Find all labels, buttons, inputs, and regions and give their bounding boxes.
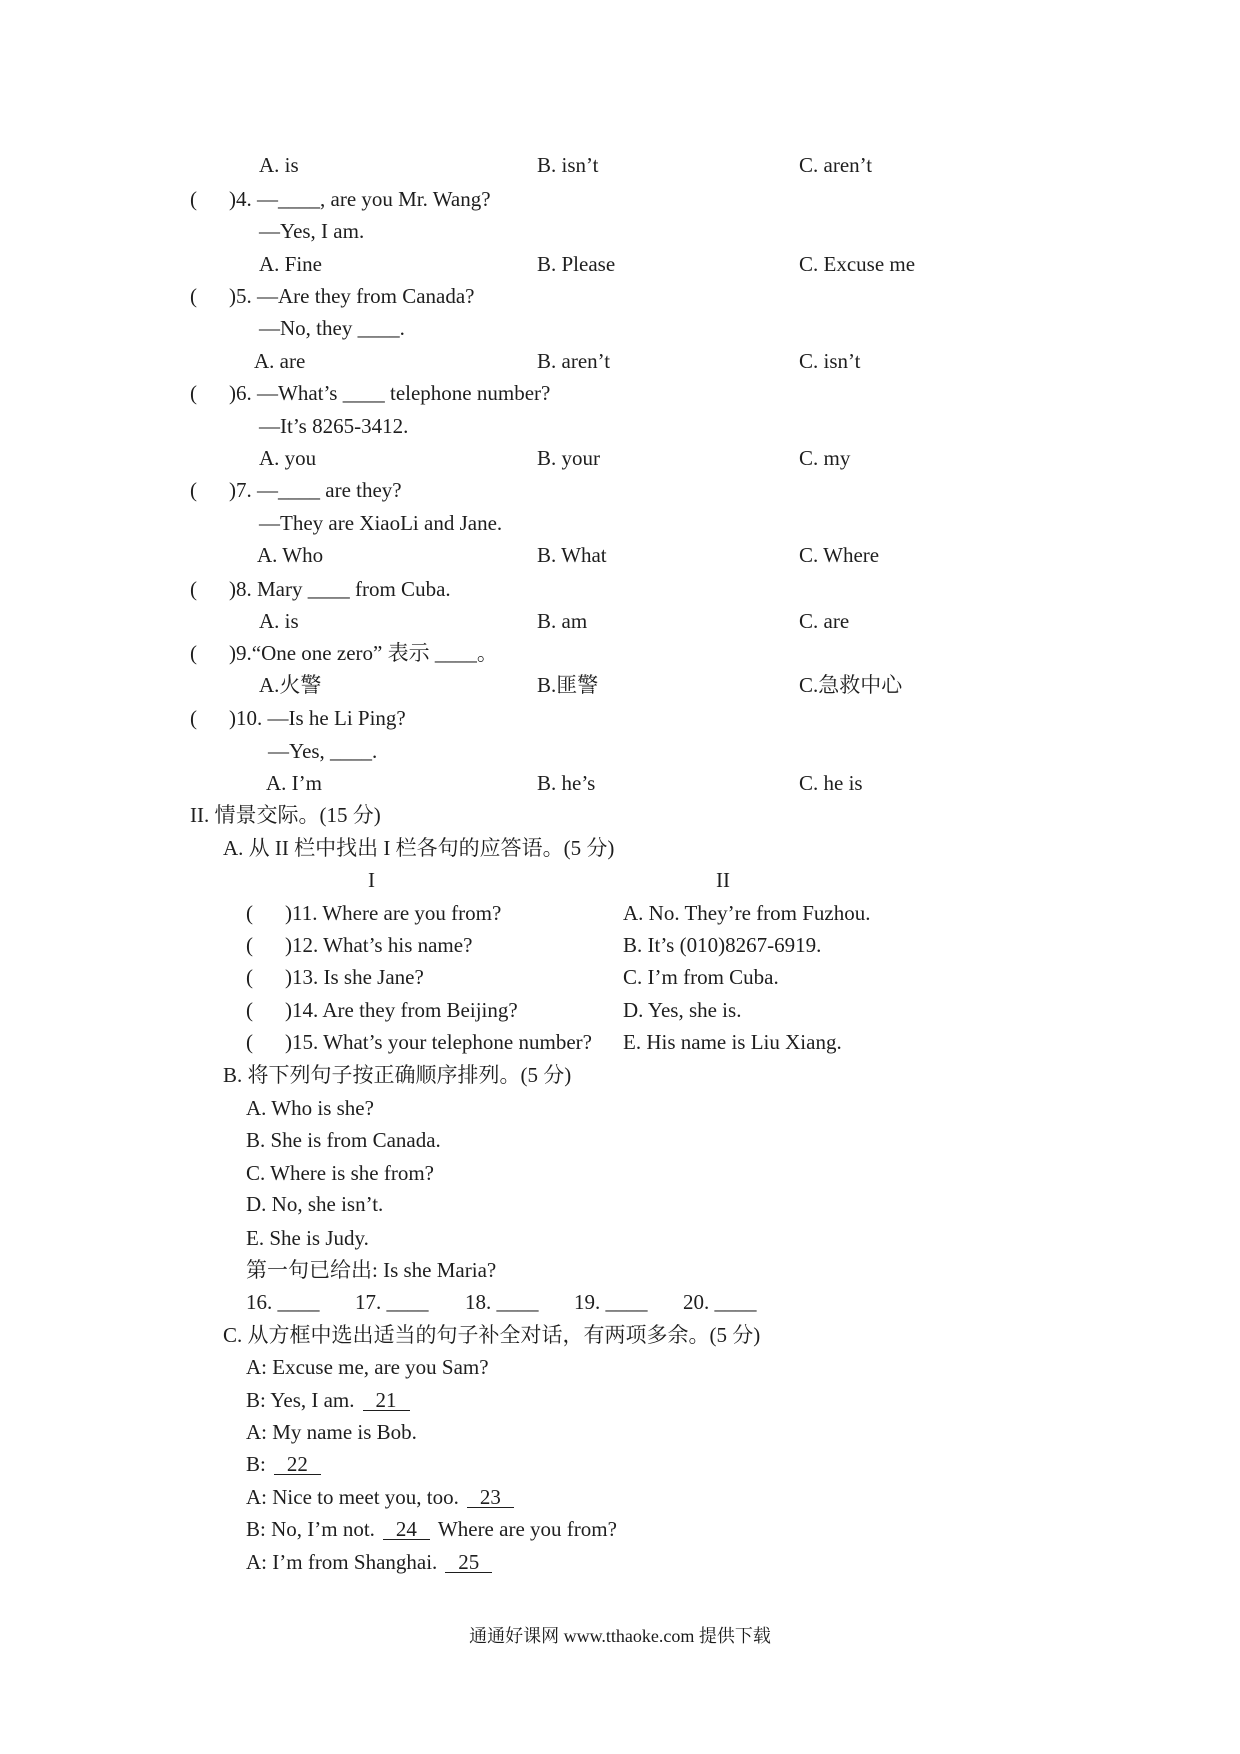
option-c: C. aren’t — [799, 153, 873, 177]
question-6-options — [0, 445, 1240, 471]
ordering-sentence-row — [0, 1095, 1240, 1121]
question-reply: —They are XiaoLi and Jane. — [259, 511, 503, 535]
dialogue-text-with-blank — [246, 1549, 500, 1575]
question-text: Where are you from? — [322, 901, 502, 925]
question-stem: —Is he Li Ping? — [267, 706, 406, 730]
matching-question — [285, 900, 501, 926]
option-a: A. is — [259, 609, 299, 633]
question-number: )12. — [285, 933, 319, 957]
dialogue-line — [0, 1419, 1240, 1445]
question-7-stem-row — [0, 477, 1240, 503]
option-c: C. Where — [799, 543, 880, 567]
question-7-text — [229, 477, 402, 503]
dialogue-text-with-blank — [246, 1451, 329, 1477]
option-c: C. he is — [799, 771, 863, 795]
dialogue-text: A: Excuse me, are you Sam? — [246, 1355, 489, 1379]
question-text: What’s his name? — [323, 933, 473, 957]
question-10-stem-row — [0, 705, 1240, 731]
matching-answer: E. His name is Liu Xiang. — [623, 1030, 842, 1054]
given-first-sentence: 第一句已给出: Is she Maria? — [246, 1258, 497, 1282]
answer-bracket: ( — [246, 933, 253, 957]
answer-bracket: ( — [246, 998, 253, 1022]
part-b-instruction-row — [0, 1062, 1240, 1088]
option-a: A.火警 — [259, 673, 322, 697]
question-7-reply-row — [0, 510, 1240, 536]
matching-answer: B. It’s (010)8267-6919. — [623, 933, 822, 957]
part-a-instruction: A. 从 II 栏中找出 I 栏各句的应答语。(5 分) — [223, 836, 615, 860]
question-4-text — [229, 186, 491, 212]
option-c: C. my — [799, 446, 851, 470]
question-10-options — [0, 770, 1240, 796]
option-b: B. What — [537, 543, 607, 567]
column-1-header: I — [368, 868, 375, 892]
section-heading: II. 情景交际。(15 分) — [190, 803, 381, 827]
dialogue-blank-24: 24 — [383, 1519, 430, 1540]
option-b: B. Please — [537, 252, 616, 276]
question-3-options — [0, 152, 1240, 178]
question-4-reply-row — [0, 218, 1240, 244]
question-number: )11. — [285, 901, 318, 925]
question-5-reply-row — [0, 315, 1240, 341]
option-b: B.匪警 — [537, 673, 599, 697]
dialogue-text-with-blank — [246, 1387, 418, 1413]
ordering-blank-19: 19. ____ — [574, 1290, 648, 1314]
ordering-blanks-row — [0, 1289, 1240, 1315]
option-b: B. aren’t — [537, 349, 611, 373]
option-a: A. I’m — [266, 771, 322, 795]
option-a: A. is — [259, 153, 299, 177]
option-c: C. Excuse me — [799, 252, 916, 276]
page-footer: 通通好课网 www.tthaoke.com 提供下载 — [469, 1626, 771, 1646]
question-4-options — [0, 251, 1240, 277]
question-10-reply-row — [0, 738, 1240, 764]
option-a: A. you — [259, 446, 317, 470]
question-stem: Mary ____ from Cuba. — [257, 577, 451, 601]
ordering-sentence: A. Who is she? — [246, 1096, 374, 1120]
dialogue-line — [0, 1549, 1240, 1575]
dialogue-line — [0, 1387, 1240, 1413]
ordering-sentence-row — [0, 1160, 1240, 1186]
dialogue-line — [0, 1516, 1240, 1542]
ordering-sentence: B. She is from Canada. — [246, 1128, 441, 1152]
ordering-blank-16: 16. ____ — [246, 1290, 320, 1314]
question-stem: —____ are they? — [257, 478, 402, 502]
question-5-text — [229, 283, 475, 309]
ordering-sentence: C. Where is she from? — [246, 1161, 434, 1185]
question-stem: —Are they from Canada? — [257, 284, 475, 308]
question-text: Is she Jane? — [323, 965, 424, 989]
option-b: B. he’s — [537, 771, 596, 795]
answer-bracket: ( — [246, 1030, 253, 1054]
option-c: C. are — [799, 609, 850, 633]
question-reply: —Yes, ____. — [268, 739, 378, 763]
question-reply: —Yes, I am. — [259, 219, 365, 243]
ordering-blank-17: 17. ____ — [355, 1290, 429, 1314]
question-number: )8. — [229, 577, 252, 601]
part-c-instruction: C. 从方框中选出适当的句子补全对话，有两项多余。(5 分) — [223, 1323, 761, 1347]
dialogue-line — [0, 1451, 1240, 1477]
option-c: C.急救中心 — [799, 673, 903, 697]
column-2-header: II — [716, 868, 730, 892]
dialogue-blank-22: 22 — [274, 1454, 321, 1475]
question-9-text — [229, 640, 498, 666]
question-8-text — [229, 576, 451, 602]
question-reply: —No, they ____. — [259, 316, 405, 340]
ordering-sentence-row — [0, 1225, 1240, 1251]
option-c: C. isn’t — [799, 349, 861, 373]
dialogue-text: A: I’m from Shanghai. — [246, 1550, 438, 1574]
dialogue-text-with-blank — [246, 1484, 522, 1510]
matching-row — [0, 932, 1240, 958]
answer-bracket: ( — [246, 901, 253, 925]
question-10-text — [229, 705, 406, 731]
question-number: )9. — [229, 641, 252, 665]
answer-bracket: ( — [246, 965, 253, 989]
ordering-blank-18: 18. ____ — [465, 1290, 539, 1314]
ordering-sentence-row — [0, 1127, 1240, 1153]
question-4-stem-row — [0, 186, 1240, 212]
answer-bracket: ( — [190, 577, 197, 601]
question-6-stem-row — [0, 380, 1240, 406]
question-7-options — [0, 542, 1240, 568]
matching-column-headers — [0, 867, 1240, 893]
option-b: B. am — [537, 609, 588, 633]
answer-bracket: ( — [190, 478, 197, 502]
question-number: )6. — [229, 381, 252, 405]
matching-question — [285, 997, 518, 1023]
dialogue-text: A: My name is Bob. — [246, 1420, 417, 1444]
question-6-reply-row — [0, 413, 1240, 439]
question-text: What’s your telephone number? — [323, 1030, 592, 1054]
matching-question — [285, 932, 472, 958]
matching-answer: A. No. They’re from Fuzhou. — [623, 901, 871, 925]
question-number: )10. — [229, 706, 263, 730]
dialogue-blank-25: 25 — [445, 1552, 492, 1573]
option-a: A. Fine — [259, 252, 322, 276]
dialogue-blank-23: 23 — [467, 1487, 514, 1508]
question-9-options — [0, 672, 1240, 698]
question-number: )4. — [229, 187, 252, 211]
matching-row — [0, 1029, 1240, 1055]
dialogue-line — [0, 1354, 1240, 1380]
dialogue-text: B: — [246, 1452, 266, 1476]
ordering-sentence-row — [0, 1191, 1240, 1217]
dialogue-text: A: Nice to meet you, too. — [246, 1485, 459, 1509]
matching-question — [285, 964, 424, 990]
dialogue-line — [0, 1484, 1240, 1510]
answer-bracket: ( — [190, 381, 197, 405]
answer-bracket: ( — [190, 641, 197, 665]
matching-row — [0, 997, 1240, 1023]
section-heading-row — [0, 802, 1240, 828]
question-stem: —What’s ____ telephone number? — [257, 381, 551, 405]
question-8-options — [0, 608, 1240, 634]
matching-row — [0, 964, 1240, 990]
answer-bracket: ( — [190, 284, 197, 308]
question-stem: “One one zero” 表示 ____。 — [251, 641, 498, 665]
option-b: B. your — [537, 446, 600, 470]
dialogue-text-with-blank — [246, 1516, 617, 1542]
question-5-stem-row — [0, 283, 1240, 309]
matching-answer: D. Yes, she is. — [623, 998, 742, 1022]
answer-bracket: ( — [190, 187, 197, 211]
part-b-instruction: B. 将下列句子按正确顺序排列。(5 分) — [223, 1063, 572, 1087]
question-8-stem-row — [0, 576, 1240, 602]
option-a: A. are — [254, 349, 306, 373]
given-first-sentence-row — [0, 1257, 1240, 1283]
matching-question — [285, 1029, 592, 1055]
ordering-blank-20: 20. ____ — [683, 1290, 757, 1314]
question-reply: —It’s 8265-3412. — [259, 414, 409, 438]
question-number: )14. — [285, 998, 319, 1022]
part-c-instruction-row — [0, 1322, 1240, 1348]
dialogue-blank-21: 21 — [363, 1390, 410, 1411]
question-9-stem-row — [0, 640, 1240, 666]
question-number: )15. — [285, 1030, 319, 1054]
ordering-sentence: D. No, she isn’t. — [246, 1192, 384, 1216]
matching-answer: C. I’m from Cuba. — [623, 965, 779, 989]
question-text: Are they from Beijing? — [322, 998, 518, 1022]
question-stem: —____, are you Mr. Wang? — [257, 187, 491, 211]
dialogue-text: B: Yes, I am. — [246, 1388, 355, 1412]
dialogue-text-after: Where are you from? — [437, 1517, 617, 1541]
part-a-instruction-row — [0, 835, 1240, 861]
question-6-text — [229, 380, 550, 406]
ordering-sentence: E. She is Judy. — [246, 1226, 369, 1250]
question-number: )13. — [285, 965, 319, 989]
question-5-options — [0, 348, 1240, 374]
dialogue-text: B: No, I’m not. — [246, 1517, 375, 1541]
option-a: A. Who — [257, 543, 324, 567]
question-number: )7. — [229, 478, 252, 502]
answer-bracket: ( — [190, 706, 197, 730]
option-b: B. isn’t — [537, 153, 599, 177]
matching-row — [0, 900, 1240, 926]
question-number: )5. — [229, 284, 252, 308]
